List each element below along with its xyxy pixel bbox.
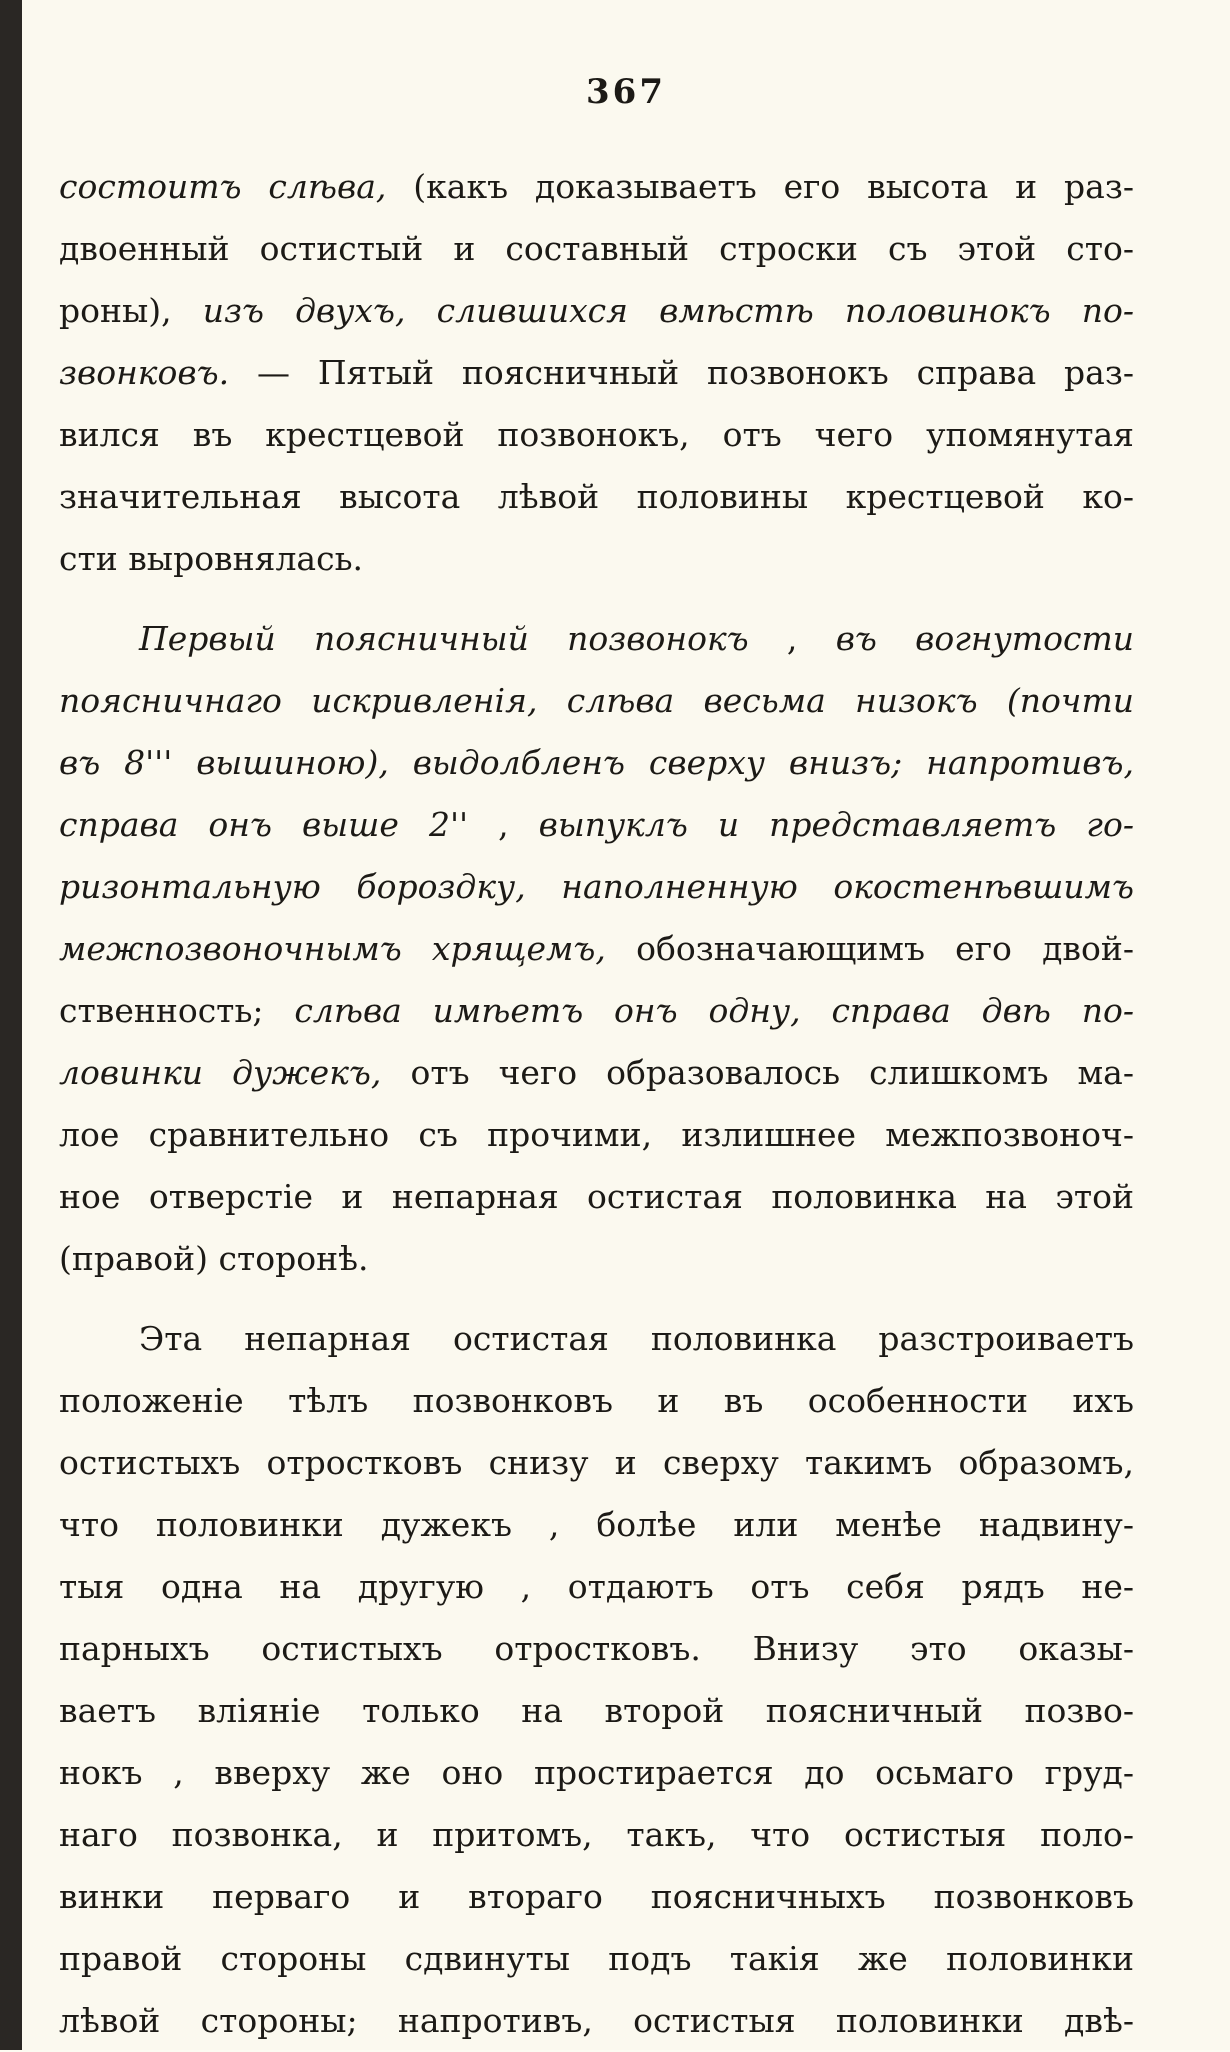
- text-segment: ственность;: [59, 991, 295, 1030]
- text-line: [59, 1432, 1134, 1494]
- text-segment: положеніе тѣлъ позвонковъ и въ особенности ихъ: [59, 1381, 1134, 1420]
- text-line: [59, 1742, 1134, 1804]
- text-segment: нокъ , вверху же оно простирается до осьмаго груд-: [59, 1753, 1134, 1792]
- body-text: [59, 156, 1134, 2052]
- text-line: [59, 1990, 1134, 2052]
- paragraph-gap: [59, 590, 1134, 608]
- text-line: [59, 342, 1134, 404]
- italic-text-segment: Первый поясничный позвонокъ: [139, 619, 749, 658]
- text-segment: (какъ доказываетъ его высота и раз-: [386, 167, 1134, 206]
- italic-text-segment: слѣва имѣетъ онъ одну, справа двѣ по-: [294, 991, 1135, 1030]
- text-line: [59, 670, 1134, 732]
- text-line: [59, 1556, 1134, 1618]
- text-segment: что половинки дужекъ , болѣе или менѣе надвину-: [59, 1505, 1134, 1544]
- italic-text-segment: выпуклъ и представляетъ го-: [538, 805, 1134, 844]
- text-segment: парныхъ остистыхъ отростковъ. Внизу это оказы-: [59, 1629, 1134, 1668]
- text-line: [59, 218, 1134, 280]
- text-segment: ,: [498, 805, 539, 844]
- text-segment: вился въ крестцевой позвонокъ, отъ чего упомянутая: [59, 415, 1134, 454]
- text-line: [59, 1104, 1134, 1166]
- text-line: [59, 156, 1134, 218]
- italic-text-segment: въ 8''' вышиною), выдолбленъ сверху внизъ; напротивъ,: [59, 743, 1134, 782]
- text-line: [59, 1618, 1134, 1680]
- text-line: [59, 1042, 1134, 1104]
- italic-text-segment: поясничнаго искривленія, слѣва весьма низокъ (почти: [59, 681, 1134, 720]
- text-segment: ное отверстіе и непарная остистая половинка на этой: [59, 1177, 1134, 1216]
- book-page: [22, 0, 1230, 2050]
- text-line: [59, 980, 1134, 1042]
- text-line: [59, 856, 1134, 918]
- paragraph-gap: [59, 1290, 1134, 1308]
- text-segment: сти выровнялась.: [59, 539, 364, 578]
- text-line: [59, 1928, 1134, 1990]
- text-line: [59, 1680, 1134, 1742]
- text-segment: отъ чего образовалось слишкомъ ма-: [381, 1053, 1134, 1092]
- italic-text-segment: ризонтальную бороздку, наполненную окостенѣвшимъ: [59, 867, 1134, 906]
- text-line: [59, 794, 1134, 856]
- text-line: [59, 466, 1134, 528]
- text-segment: лѣвой стороны; напротивъ, остистыя половинки двѣ-: [59, 2001, 1134, 2040]
- italic-text-segment: ловинки дужекъ,: [59, 1053, 382, 1092]
- text-segment: винки перваго и втораго поясничныхъ позвонковъ: [59, 1877, 1134, 1916]
- text-segment: обозначающимъ его двой-: [605, 929, 1134, 968]
- text-line: [59, 1494, 1134, 1556]
- text-segment: ,: [748, 619, 836, 658]
- text-segment: тыя одна на другую , отдаютъ отъ себя рядъ не-: [59, 1567, 1134, 1606]
- text-segment: (правой) сторонѣ.: [59, 1239, 369, 1278]
- text-line: [59, 1370, 1134, 1432]
- italic-text-segment: справа онъ выше 2'': [59, 805, 499, 844]
- page-number: 367: [586, 72, 666, 112]
- text-line: [59, 918, 1134, 980]
- text-segment: роны),: [59, 291, 203, 330]
- italic-text-segment: звонковъ.: [59, 353, 230, 392]
- text-segment: наго позвонка, и притомъ, такъ, что остистыя поло-: [59, 1815, 1134, 1854]
- italic-text-segment: состоитъ слѣва,: [59, 167, 387, 206]
- text-segment: значительная высота лѣвой половины крестцевой ко-: [59, 477, 1134, 516]
- text-line: [59, 528, 1134, 590]
- text-line: [59, 280, 1134, 342]
- text-segment: остистыхъ отростковъ снизу и сверху такимъ образомъ,: [59, 1443, 1134, 1482]
- italic-text-segment: межпозвоночнымъ хрящемъ,: [59, 929, 606, 968]
- text-line: [59, 608, 1134, 670]
- text-line: [59, 1866, 1134, 1928]
- text-line: [59, 1804, 1134, 1866]
- book-binding-edge: [0, 0, 22, 2050]
- text-line: [59, 1166, 1134, 1228]
- italic-text-segment: изъ двухъ, слившихся вмѣстѣ половинокъ по-: [202, 291, 1135, 330]
- text-segment: ваетъ вліяніе только на второй поясничный позво-: [59, 1691, 1134, 1730]
- text-line: [59, 1228, 1134, 1290]
- text-segment: правой стороны сдвинуты подъ такія же половинки: [59, 1939, 1134, 1978]
- text-line: [59, 732, 1134, 794]
- text-line: [59, 404, 1134, 466]
- text-segment: — Пятый поясничный позвонокъ справа раз-: [229, 353, 1134, 392]
- text-segment: лое сравнительно съ прочими, излишнее межпозвоноч-: [59, 1115, 1134, 1154]
- text-segment: двоенный остистый и составный строски съ этой сто-: [59, 229, 1134, 268]
- text-segment: Эта непарная остистая половинка разстроиваетъ: [139, 1319, 1134, 1358]
- text-line: [59, 1308, 1134, 1370]
- italic-text-segment: въ вогнутости: [835, 619, 1134, 658]
